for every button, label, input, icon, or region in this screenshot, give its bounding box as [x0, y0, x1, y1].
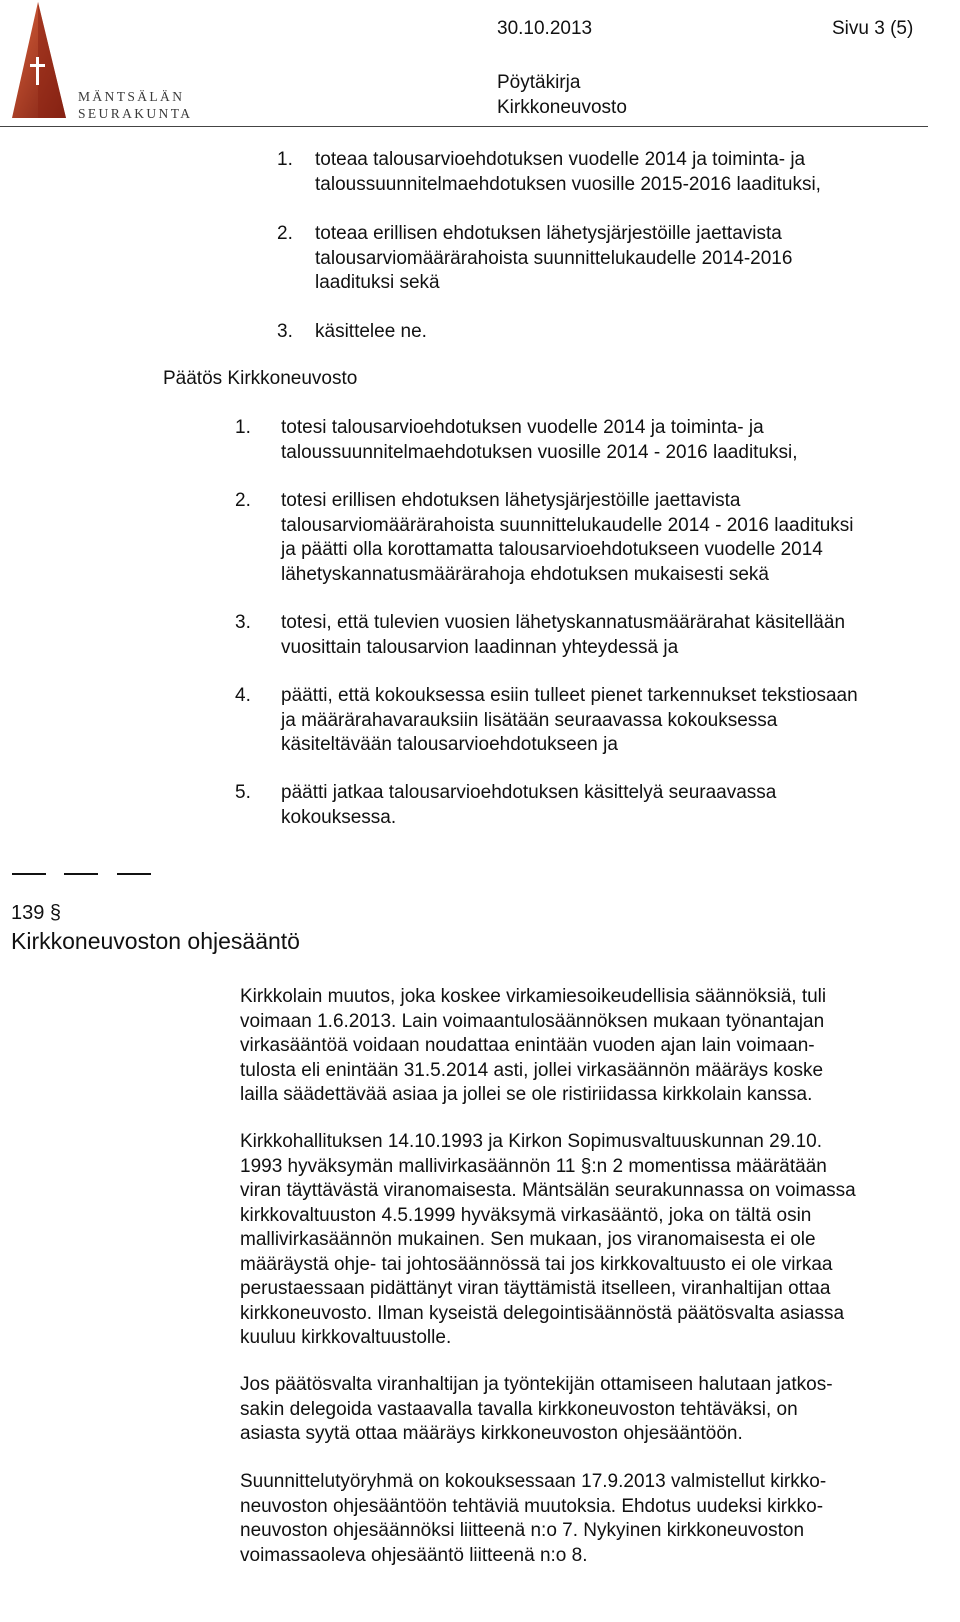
header-page-number: Sivu 3 (5) [832, 18, 914, 39]
paragraph [240, 985, 826, 1108]
proposal-line: laadituksi sekä [315, 272, 440, 293]
section-separator-dash [117, 873, 151, 875]
decision-item [281, 684, 858, 758]
paragraph-line: 1993 hyväksymän mallivirkasäännön 11 §:n 2 momentissa määrätään [240, 1155, 827, 1177]
header-doc-info [497, 70, 627, 120]
proposal-number: 1. [277, 149, 293, 170]
paragraph-line: perustaessaan pidättänyt viran täyttämistä itselleen, viranhaltijan ottaa [240, 1278, 831, 1299]
paragraph-line: voimassaoleva ohjesääntö liitteenä n:o 8. [240, 1544, 588, 1566]
decision-line: päätti jatkaa talousarvioehdotuksen käsittelyä seuraavassa [281, 782, 777, 803]
decision-line: käsiteltävään talousarvioehdotukseen ja [281, 734, 618, 755]
paragraph-line: kuuluu kirkkovaltuustolle. [240, 1327, 452, 1348]
paragraph-line: Suunnittelutyöryhmä on kokouksessaan 17.9.2013 valmistellut kirkko- [240, 1471, 827, 1492]
decision-item [281, 781, 776, 830]
decision-line: totesi erillisen ehdotuksen lähetysjärjestöille jaettavista [281, 490, 741, 511]
decision-label: Päätös Kirkkoneuvosto [163, 368, 358, 389]
proposal-item [315, 148, 821, 197]
decision-item [281, 611, 845, 660]
cross-horizontal [30, 64, 45, 67]
decision-number: 3. [235, 612, 251, 633]
proposal-line: taloussuunnitelmaehdotuksen vuosille 2015-2016 laadituksi, [315, 173, 821, 195]
paragraph [240, 1470, 826, 1568]
proposal-line: käsittelee ne. [315, 321, 427, 342]
decision-number: 1. [235, 417, 251, 438]
cross-vertical [36, 57, 39, 85]
logo-line-2: SEURAKUNTA [78, 106, 193, 121]
decision-line: taloussuunnitelmaehdotuksen vuosille 2014 - 2016 laadituksi, [281, 441, 798, 463]
paragraph-line: Kirkkolain muutos, joka koskee virkamiesoikeudellisia säännöksiä, tuli [240, 986, 827, 1007]
paragraph-line: asiasta syytä ottaa määräys kirkkoneuvoston ohjesääntöön. [240, 1423, 743, 1444]
header-date: 30.10.2013 [497, 18, 593, 39]
proposal-item [315, 222, 792, 296]
decision-line: vuosittain talousarvion laadinnan yhteydessä ja [281, 636, 679, 658]
paragraph-line: Kirkkohallituksen 14.10.1993 ja Kirkon Sopimusvaltuuskunnan 29.10. [240, 1131, 822, 1152]
logo-text [78, 88, 192, 122]
section-separator-dash [12, 873, 46, 875]
decision-number: 4. [235, 685, 251, 706]
header-doc-type: Pöytäkirja [497, 72, 581, 93]
decision-line: ja määrärahavarauksiin lisätään seuraavassa kokouksessa [281, 709, 778, 731]
paragraph-line: kirkkoneuvosto. Ilman kyseistä delegointisäännöstä päätösvalta asiassa [240, 1302, 845, 1324]
decision-line: lähetyskannatusmäärärahoja ehdotuksen mukaisesti sekä [281, 563, 769, 585]
logo-line-1: MÄNTSÄLÄN [78, 89, 185, 104]
decision-item [281, 489, 853, 587]
decision-line: kokouksessa. [281, 806, 397, 828]
header-body: Kirkkoneuvosto [497, 97, 627, 118]
paragraph-line: virkasääntöä voidaan noudattaa enintään vuoden ajan lain voimaan- [240, 1035, 815, 1056]
paragraph-line: määräystä ohje- tai johtosäännössä tai jos kirkkovaltuusto ei ole virkaa [240, 1253, 833, 1275]
proposal-item [315, 320, 427, 345]
proposal-line: toteaa talousarvioehdotuksen vuodelle 2014 ja toiminta- ja [315, 149, 806, 170]
section-separator-dash [64, 873, 98, 875]
proposal-number: 3. [277, 321, 293, 342]
paragraph-line: kirkkovaltuuston 4.5.1999 hyväksymä virkasääntö, joka on tältä osin [240, 1204, 812, 1226]
paragraph-line: lailla säädettävää asiaa ja jollei se ole ristiriidassa kirkkolain kanssa. [240, 1084, 813, 1105]
decision-line: ja päätti olla korottamatta talousarvioehdotukseen vuodelle 2014 [281, 539, 823, 560]
proposal-line: talousarviomäärärahoista suunnittelukaudelle 2014-2016 [315, 247, 793, 269]
proposal-number: 2. [277, 223, 293, 244]
decision-item [281, 416, 798, 465]
decision-number: 5. [235, 782, 251, 803]
proposal-line: toteaa erillisen ehdotuksen lähetysjärjestöille jaettavista [315, 223, 782, 244]
paragraph-line: voimaan 1.6.2013. Lain voimaantulosäännöksen mukaan työnantajan [240, 1010, 825, 1032]
section-title: Kirkkoneuvoston ohjesääntö [11, 928, 300, 954]
paragraph-line: neuvoston ohjesäännöksi liitteenä n:o 7. Nykyinen kirkkoneuvoston [240, 1520, 805, 1541]
decision-line: talousarviomäärärahoista suunnittelukaudelle 2014 - 2016 laadituksi [281, 514, 854, 536]
decision-line: totesi, että tulevien vuosien lähetyskannatusmäärärahat käsitellään [281, 612, 846, 633]
paragraph-line: sakin delegoida vastaavalla tavalla kirkkoneuvoston tehtäväksi, on [240, 1398, 798, 1420]
paragraph-line: viran täyttävästä viranomaisesta. Mäntsälän seurakunnassa on voimassa [240, 1180, 856, 1201]
paragraph [240, 1130, 856, 1351]
paragraph-line: Jos päätösvalta viranhaltijan ja työntekijän ottamiseen halutaan jatkos- [240, 1374, 833, 1395]
decision-number: 2. [235, 490, 251, 511]
paragraph [240, 1373, 833, 1447]
paragraph-line: mallivirkasäännön mukainen. Sen mukaan, jos viranomaisesta ei ole [240, 1229, 816, 1250]
header-divider [0, 126, 928, 127]
decision-line: päätti, että kokouksessa esiin tulleet pienet tarkennukset tekstiosaan [281, 685, 858, 706]
paragraph-line: neuvoston ohjesääntöön tehtäviä muutoksia. Ehdotus uudeksi kirkko- [240, 1495, 824, 1517]
paragraph-line: tulosta eli enintään 31.5.2014 asti, jollei virkasäännön määräys koske [240, 1059, 824, 1081]
decision-line: totesi talousarvioehdotuksen vuodelle 2014 ja toiminta- ja [281, 417, 764, 438]
section-number: 139 § [11, 902, 62, 924]
